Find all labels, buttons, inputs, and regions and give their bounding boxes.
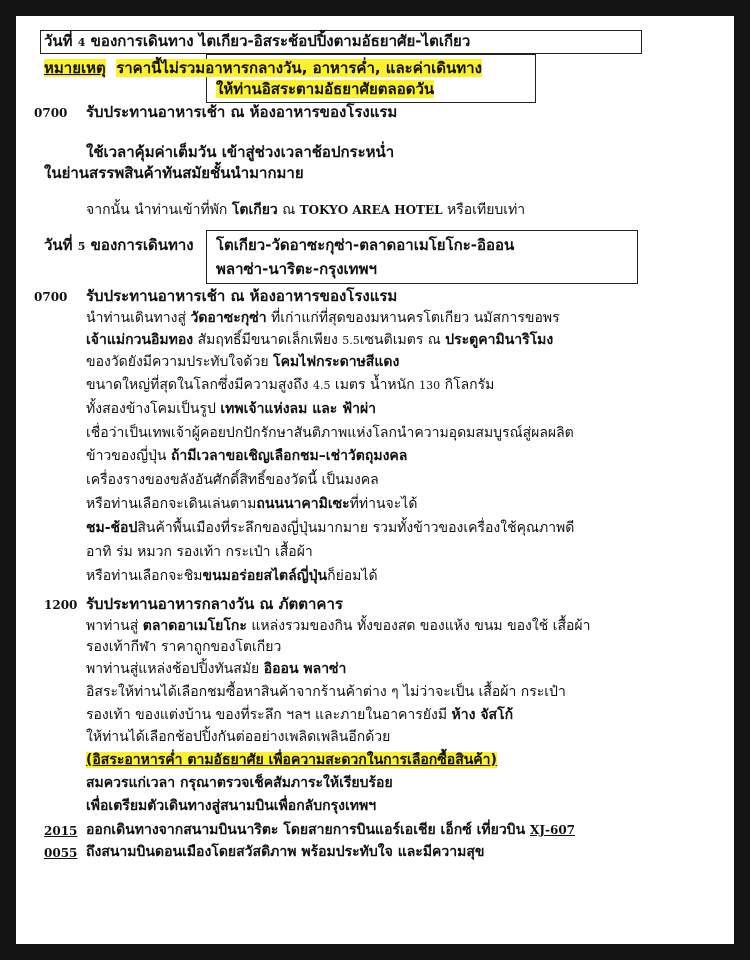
itinerary-page (16, 16, 734, 944)
day5-line-b6: ให้ท่านได้เลือกช้อปปิ้งกันต่ออย่างเพลิดเพลินอีกด้วย (86, 729, 391, 745)
day4-para-1: ใช้เวลาคุ้มค่าเต็มวัน เข้าสู่ช่วงเวลาช้อปกระหน่ำ (86, 143, 395, 161)
note-line-2: ให้ท่านอิสระตามอัธยาศัยตลอดวัน (216, 80, 435, 98)
day4-title: วันที่ 4 ของการเดินทาง ไตเกียว-อิสระช้อปปิ้งตามอัธยาศัย-ไตเกียว (44, 32, 471, 50)
day5-line-b9: เพื่อเตรียมตัวเดินทางสู่สนามบินเพื่อกลับกรุงเทพฯ (86, 798, 377, 814)
day5-line-b7: (อิสระอาหารค่ำ ตามอัธยาศัย เพื่อความสะดวกในการเลือกซื้อสินค้า) (86, 752, 497, 768)
day5-departure: ออกเดินทางจากสนามบินนาริตะ โดยสายการบินแอร์เอเชีย เอ็กซ์ เที่ยวบิน XJ-607 (86, 822, 576, 838)
day5-line-b1: พาท่านสู่ ตลาดอาเมโยโกะ แหล่งรวมของกิน ทั้งของสด ของแห้ง ขนม ของใช้ เสื้อผ้า (86, 618, 591, 634)
day5-line-a7: ข้าวของญี่ปุ่น ถ้ามีเวลาขอเชิญเลือกชม–เช่าวัตถุมงคล (86, 448, 408, 464)
day5-line-a12: หรือท่านเลือกจะชิมขนมอร่อยสไตล์ญี่ปุ่นก็ย่อมได้ (86, 568, 378, 584)
day5-time-0055: 0055 (44, 846, 78, 860)
day5-lunch: รับประทานอาหารกลางวัน ณ ภัตตาคาร (86, 595, 343, 613)
day5-title: วันที่ 5 ของการเดินทาง (44, 236, 194, 254)
note-label: หมายเหตุ (44, 59, 106, 77)
day5-line-a6: เชื่อว่าเป็นเทพเจ้าผู้คอยปกปักรักษาสันติภาพแห่งโลกนำความอุดมสมบูรณ์สู่ผลผลิต (86, 425, 574, 441)
day5-line-a10: ชม-ช้อปสินค้าพื้นเมืองที่ระลึกของญี่ปุ่นมากมาย รวมทั้งข้าวของเครื่องใช้คุณภาพดี (86, 520, 575, 536)
day4-para-2: ในย่านสรรพสินค้าทันสมัยชั้นนำมากมาย (44, 164, 304, 182)
day5-breakfast: รับประทานอาหารเช้า ณ ห้องอาหารของโรงแรม (86, 287, 398, 305)
day5-line-b5: รองเท้า ของแต่งบ้าน ของที่ระลึก ฯลฯ และภายในอาคารยังมี ห้าง จัสโก้ (86, 707, 514, 723)
day4-time-0700: 0700 (34, 106, 68, 120)
day5-line-a3: ของวัดยังมีความประทับใจด้วย โคมไฟกระดาษสีแดง (86, 354, 400, 370)
day5-line-a9: หรือท่านเลือกจะเดินเล่นตามถนนนาคามิเซะที่ท่านจะได้ (86, 496, 418, 512)
day5-line-b2: รองเท้ากีฬา ราคาถูกของโตเกียว (86, 639, 282, 655)
day5-time-1200: 1200 (44, 598, 78, 612)
day5-route-2: พลาซ่า-นาริตะ-กรุงเทพฯ (216, 260, 377, 278)
day5-line-a8: เครื่องรางของขลังอันศักดิ์สิทธิ์ของวัดนี้ เป็นมงคล (86, 472, 379, 488)
day5-time-2015: 2015 (44, 824, 78, 838)
day5-line-a4: ขนาดใหญ่ที่สุดในโลกซึ่งมีความสูงถึง 4.5 เมตร น้ำหนัก 130 กิโลกรัม (86, 377, 495, 393)
note-line-1: หมายเหตุ ราคานี้ไม่รวมอาหารกลางวัน, อาหารค่ำ, และค่าเดินทาง (44, 59, 482, 77)
day4-hotel-line: จากนั้น นำท่านเข้าที่พัก โตเกียว ณ TOKYO AREA HOTEL หรือเทียบเท่า (86, 202, 526, 218)
day5-line-b4: อิสระให้ท่านได้เลือกชมซื้อหาสินค้าจากร้านค้าต่าง ๆ ไม่ว่าจะเป็น เสื้อผ้า กระเป๋า (86, 684, 566, 700)
day5-line-a5: ทั้งสองข้างโคมเป็นรูป เทพเจ้าแห่งลม และ ฟ้าผ่า (86, 401, 377, 417)
day5-time-0700: 0700 (34, 290, 68, 304)
day5-line-a2: เจ้าแม่กวนอิมทอง สัมฤทธิ์มีขนาดเล็กเพียง 5.5เซนติเมตร ณ ประตูคามินาริโมง (86, 332, 554, 348)
day5-route-1: โตเกียว-วัดอาซะกุซ่า-ตลาดอาเมโยโกะ-อิออน (216, 236, 515, 254)
day5-line-a1: นำท่านเดินทางสู่ วัดอาซะกุซ่า ที่เก่าแก่ที่สุดของมหานครโตเกียว นมัสการขอพร (86, 310, 560, 326)
day5-line-b8: สมควรแก่เวลา กรุณาตรวจเช็คสัมภาระให้เรียบร้อย (86, 775, 393, 791)
day4-breakfast: รับประทานอาหารเช้า ณ ห้องอาหารของโรงแรม (86, 103, 398, 121)
day5-arrival: ถึงสนามบินดอนเมืองโดยสวัสดิภาพ พร้อมประทับใจ และมีความสุข (86, 844, 485, 860)
day5-line-b3: พาท่านสู่แหล่งช้อปปิ้งทันสมัย อิออน พลาซ่า (86, 661, 347, 677)
day5-line-a11: อาทิ ร่ม หมวก รองเท้า กระเป๋า เสื้อผ้า (86, 544, 313, 560)
